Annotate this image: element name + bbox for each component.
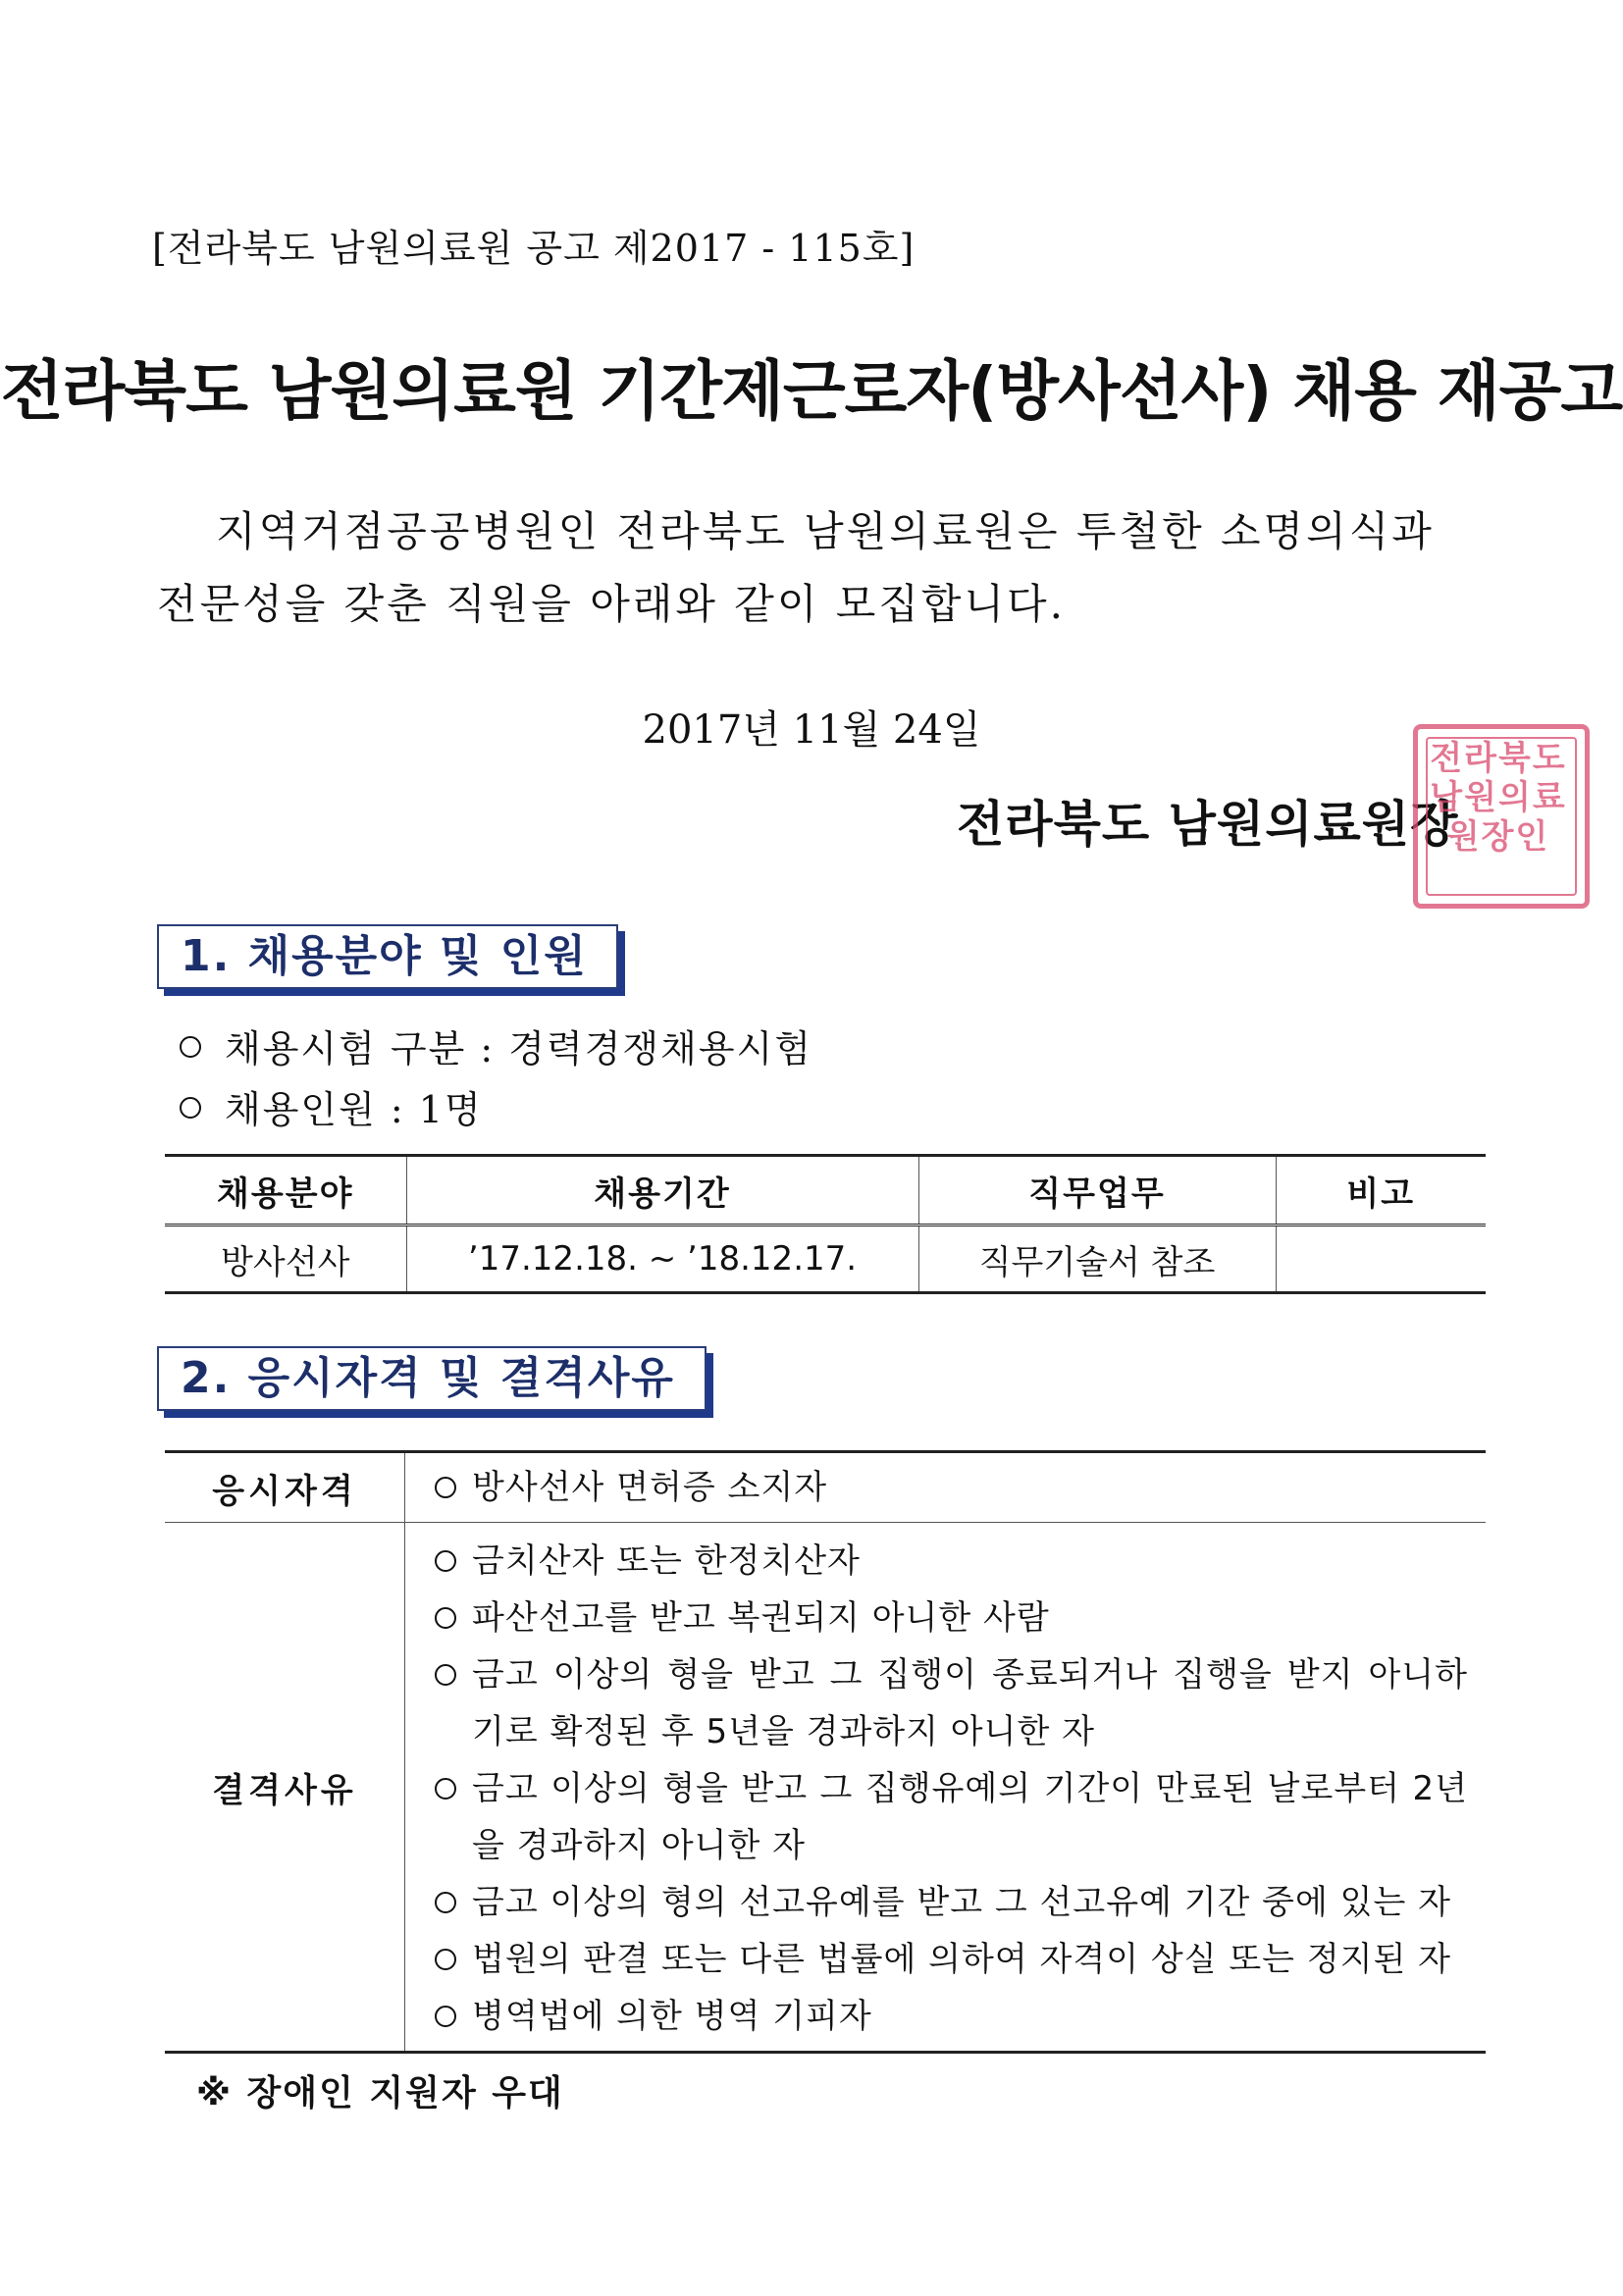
table-header-row bbox=[165, 1156, 1486, 1226]
notice-date: 2017년 11월 24일 bbox=[642, 707, 981, 753]
list-item bbox=[435, 1874, 1468, 1931]
list-item bbox=[435, 1988, 1468, 2045]
circle-bullet-icon bbox=[180, 1036, 201, 1058]
table-row bbox=[165, 1226, 1486, 1293]
disqualification-label: 결격사유 bbox=[165, 1523, 405, 2053]
disqualification-text: 금고 이상의 형을 받고 그 집행유예의 기간이 만료된 날로부터 2년을 경과하지 아니한 자 bbox=[472, 1769, 1468, 1865]
disqualification-cell bbox=[405, 1523, 1487, 2053]
col-header-duty: 직무업무 bbox=[918, 1156, 1276, 1226]
col-header-period: 채용기간 bbox=[406, 1156, 918, 1226]
signer-name: 전라북도 남원의료원장 bbox=[957, 796, 1459, 853]
section-1-heading: 1. 채용분야 및 인원 bbox=[157, 924, 618, 989]
col-header-remarks: 비고 bbox=[1276, 1156, 1486, 1226]
circle-bullet-icon bbox=[435, 1892, 456, 1913]
list-item bbox=[435, 1459, 1468, 1516]
eligibility-table bbox=[165, 1450, 1486, 2054]
qualification-row bbox=[165, 1452, 1486, 1523]
disqualification-row bbox=[165, 1523, 1486, 2053]
seal-text: 전라북도남원의료원장인 bbox=[1430, 739, 1567, 857]
list-item bbox=[435, 1760, 1468, 1874]
disqualification-text: 법원의 판결 또는 다른 법률에 의하여 자격이 상실 또는 정지된 자 bbox=[472, 1940, 1452, 1979]
intro-line-1: 지역거점공공병원인 전라북도 남원의료원은 투철한 소명의식과 bbox=[216, 507, 1435, 555]
circle-bullet-icon bbox=[435, 2006, 456, 2027]
circle-bullet-icon bbox=[435, 1477, 456, 1498]
disqualification-text: 파산선고를 받고 복권되지 아니한 사람 bbox=[472, 1598, 1050, 1638]
col-header-field: 채용분야 bbox=[165, 1156, 406, 1226]
cell-remarks bbox=[1276, 1226, 1486, 1293]
bullet-text: 채용인원 : 1명 bbox=[225, 1088, 483, 1131]
circle-bullet-icon bbox=[435, 1550, 456, 1572]
list-item bbox=[435, 1646, 1468, 1760]
circle-bullet-icon bbox=[435, 1949, 456, 1970]
disqualification-text: 병역법에 의한 병역 기피자 bbox=[472, 1997, 872, 2036]
list-item bbox=[435, 1931, 1468, 1988]
cell-field: 방사선사 bbox=[165, 1226, 406, 1293]
bullet-headcount bbox=[180, 1079, 812, 1140]
qualification-text: 방사선사 면허증 소지자 bbox=[472, 1468, 828, 1507]
notice-number: [전라북도 남원의료원 공고 제2017 - 115호] bbox=[152, 227, 916, 270]
bullet-text: 채용시험 구분 : 경력경쟁채용시험 bbox=[225, 1027, 812, 1070]
recruitment-table bbox=[165, 1154, 1486, 1294]
preference-note: ※ 장애인 지원자 우대 bbox=[196, 2073, 564, 2113]
section-2-heading: 2. 응시자격 및 결격사유 bbox=[157, 1346, 707, 1411]
disqualification-text: 금치산자 또는 한정치산자 bbox=[472, 1541, 861, 1581]
intro-paragraph bbox=[157, 496, 1492, 641]
cell-duty: 직무기술서 참조 bbox=[918, 1226, 1276, 1293]
qualification-label: 응시자격 bbox=[165, 1452, 405, 1523]
bullet-exam-type bbox=[180, 1018, 812, 1079]
list-item bbox=[435, 1590, 1468, 1646]
intro-line-2: 전문성을 갖춘 직원을 아래와 같이 모집합니다. bbox=[157, 580, 1066, 628]
circle-bullet-icon bbox=[435, 1607, 456, 1629]
official-seal-icon bbox=[1413, 724, 1590, 909]
page-title: 전라북도 남원의료원 기간제근로자(방사선사) 채용 재공고 bbox=[0, 353, 1623, 429]
cell-period: ’17.12.18. ~ ’18.12.17. bbox=[406, 1226, 918, 1293]
disqualification-text: 금고 이상의 형을 받고 그 집행이 종료되거나 집행을 받지 아니하기로 확정된 후 5년을 경과하지 아니한 자 bbox=[472, 1655, 1468, 1751]
circle-bullet-icon bbox=[435, 1664, 456, 1686]
circle-bullet-icon bbox=[180, 1097, 201, 1119]
recruitment-bullets bbox=[180, 1018, 812, 1140]
circle-bullet-icon bbox=[435, 1778, 456, 1800]
list-item bbox=[435, 1533, 1468, 1590]
disqualification-text: 금고 이상의 형의 선고유예를 받고 그 선고유예 기간 중에 있는 자 bbox=[472, 1883, 1452, 1922]
qualification-cell bbox=[405, 1452, 1487, 1523]
